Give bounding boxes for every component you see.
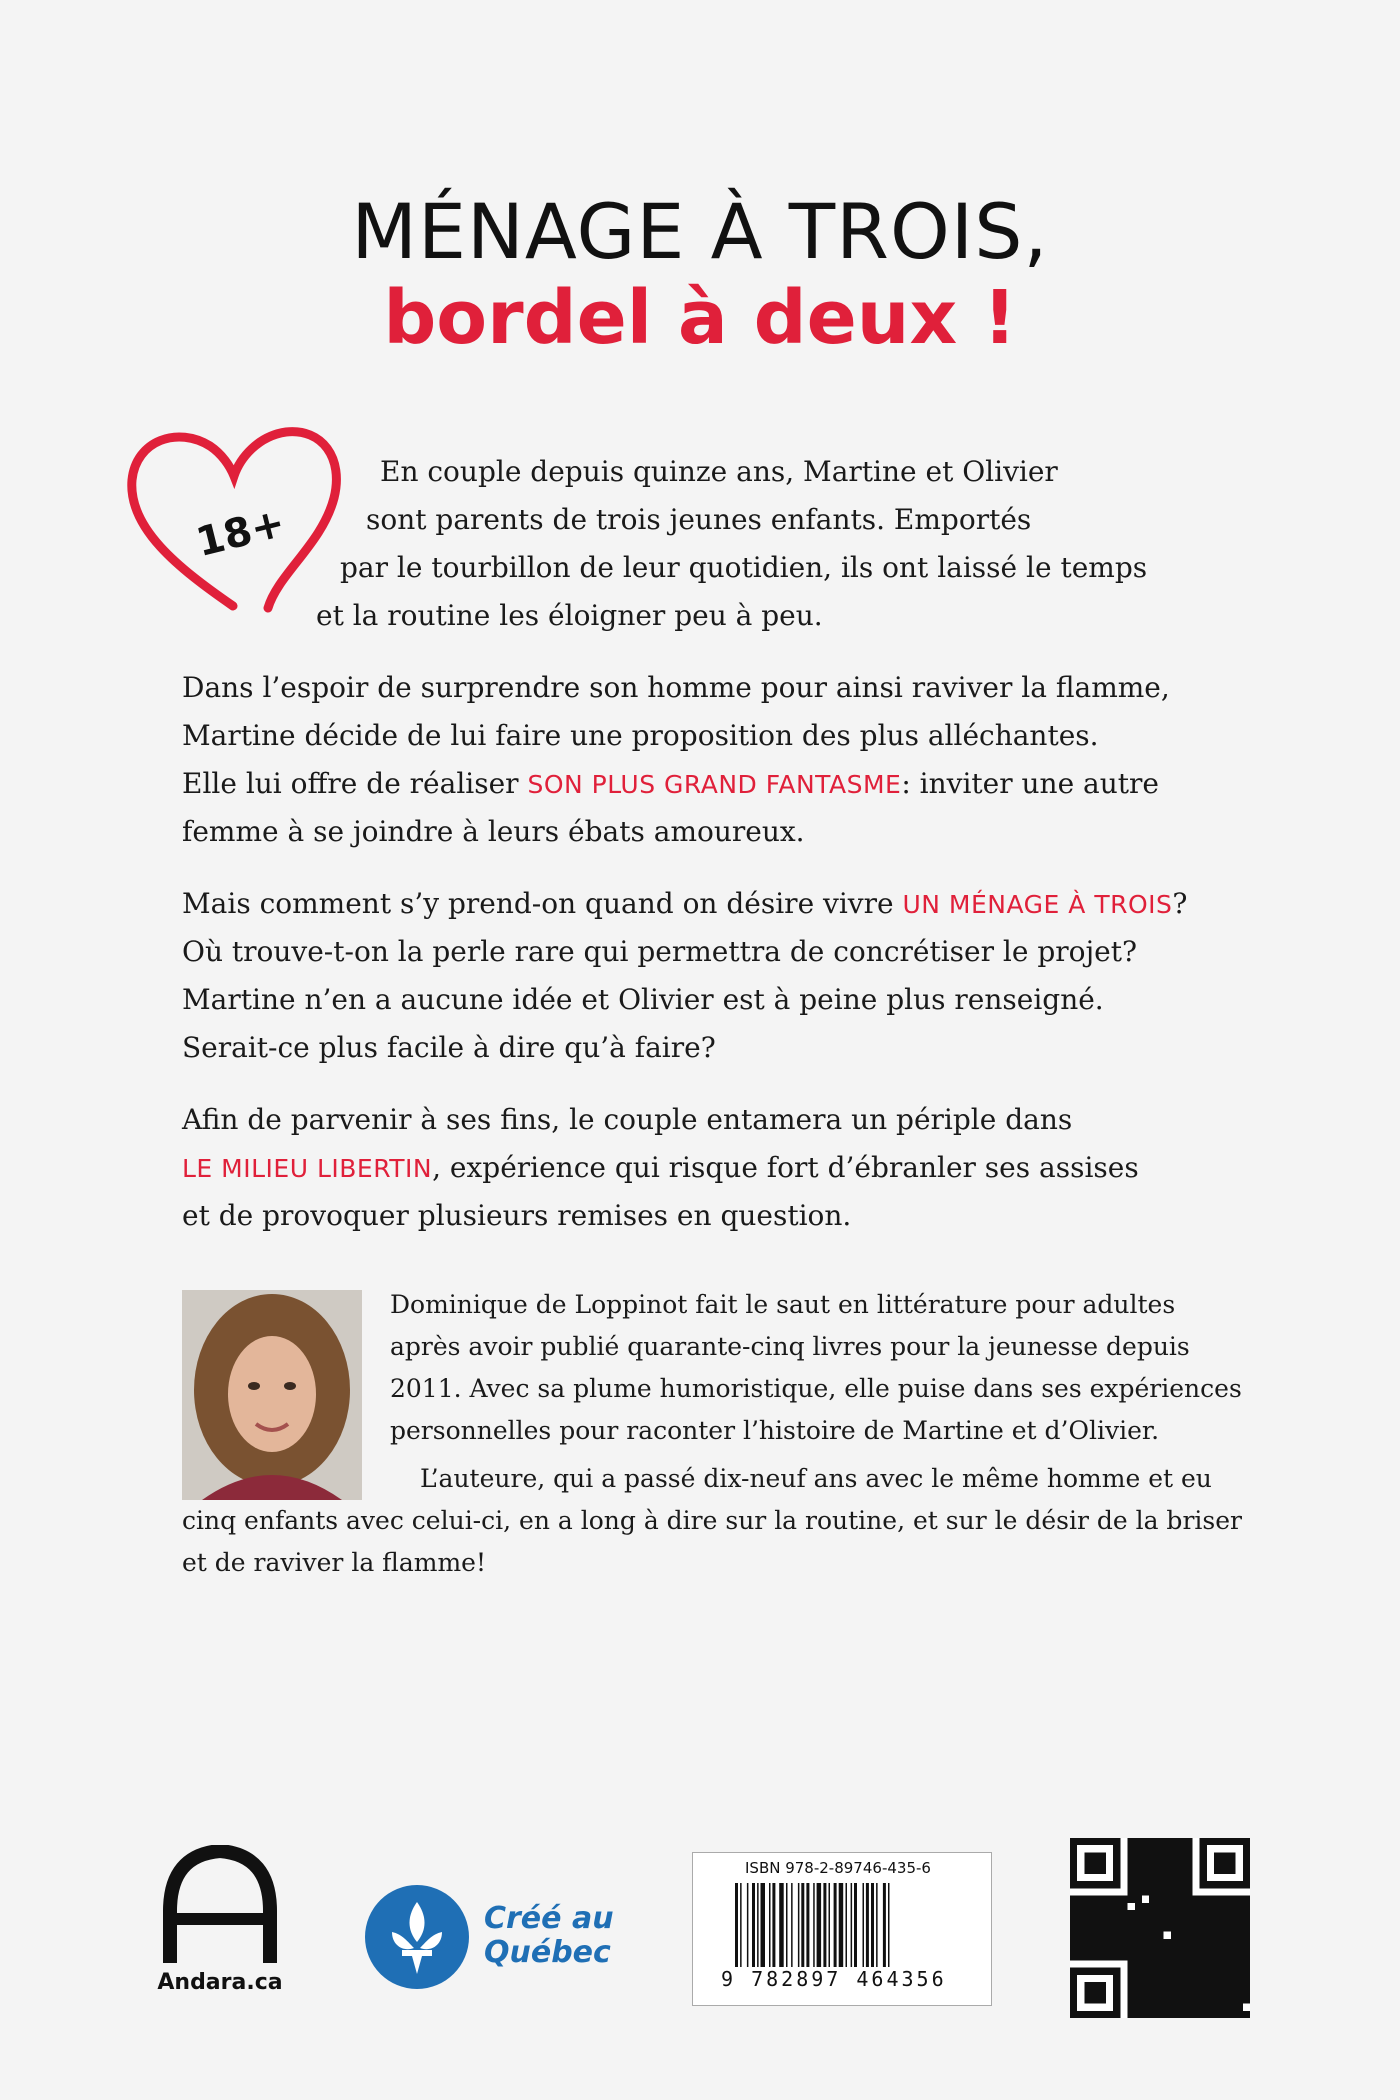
age-badge: 18+ — [191, 499, 290, 567]
isbn-label: ISBN 978-2-89746-435-6 — [745, 1859, 931, 1877]
para3-line-4: Serait-ce plus facile à dire qu’à faire? — [182, 1031, 716, 1064]
author-photo — [182, 1290, 362, 1500]
para4-line-3: et de provoquer plusieurs remises en question. — [182, 1199, 852, 1232]
bio-line-7: et de raviver la flamme! — [182, 1548, 487, 1577]
intro-line-2: sont parents de trois jeunes enfants. Emportés — [366, 503, 1032, 536]
qr-code-icon — [1070, 1838, 1250, 2018]
intro-line-1: En couple depuis quinze ans, Martine et Olivier — [380, 455, 1058, 488]
para3-line-1: Mais comment s’y prend-on quand on désire vivre UN MÉNAGE À TROIS? — [182, 887, 1188, 920]
para3-line-2: Où trouve-t-on la perle rare qui permettra de concrétiser le projet? — [182, 935, 1137, 968]
isbn-digits: 9 782897 464356 — [721, 1967, 947, 1991]
bio-line-3: 2011. Avec sa plume humoristique, elle puise dans ses expériences — [390, 1374, 1242, 1403]
para2-line-1: Dans l’espoir de surprendre son homme pour ainsi raviver la flamme, — [182, 671, 1170, 704]
para2-line-4: femme à se joindre à leurs ébats amoureux. — [182, 815, 805, 848]
barcode-bars — [735, 1883, 955, 1967]
bio-line-1: Dominique de Loppinot fait le saut en littérature pour adultes — [390, 1290, 1176, 1319]
highlight-libertin: LE MILIEU LIBERTIN — [182, 1154, 433, 1183]
intro-line-4: et la routine les éloigner peu à peu. — [316, 599, 823, 632]
para2-line-3: Elle lui offre de réaliser SON PLUS GRAND FANTASME: inviter une autre — [182, 767, 1159, 800]
book-title: MÉNAGE À TROIS, — [351, 187, 1049, 276]
bio-line-2: après avoir publié quarante-cinq livres pour la jeunesse depuis — [390, 1332, 1190, 1361]
para3-line-3: Martine n’en a aucune idée et Olivier est à peine plus renseigné. — [182, 983, 1104, 1016]
bio-line-6: cinq enfants avec celui-ci, en a long à dire sur la routine, et sur le désir de la briser — [182, 1506, 1242, 1535]
highlight-fantasme: SON PLUS GRAND FANTASME — [527, 770, 902, 799]
highlight-menage: UN MÉNAGE À TROIS — [902, 890, 1173, 919]
quebec-fleur-icon — [362, 1882, 472, 1992]
intro-line-3: par le tourbillon de leur quotidien, ils ont laissé le temps — [340, 551, 1148, 584]
para4-line-1: Afin de parvenir à ses fins, le couple entamera un périple dans — [182, 1103, 1073, 1136]
para4-line-2: LE MILIEU LIBERTIN, expérience qui risque fort d’ébranler ses assises — [182, 1151, 1139, 1184]
bio-line-4: personnelles pour raconter l’histoire de Martine et d’Olivier. — [390, 1416, 1160, 1445]
publisher-name: Andara.ca — [157, 1970, 283, 1995]
isbn-barcode — [692, 1852, 992, 2006]
para2-line-2: Martine décide de lui faire une proposition des plus alléchantes. — [182, 719, 1099, 752]
bio-line-5: L’auteure, qui a passé dix-neuf ans avec le même homme et eu — [420, 1464, 1212, 1493]
publisher-logo-icon — [160, 1845, 280, 1965]
book-subtitle: bordel à deux ! — [383, 274, 1017, 361]
quebec-label: Créé au Québec — [484, 1901, 614, 1970]
title-block — [0, 187, 1400, 361]
